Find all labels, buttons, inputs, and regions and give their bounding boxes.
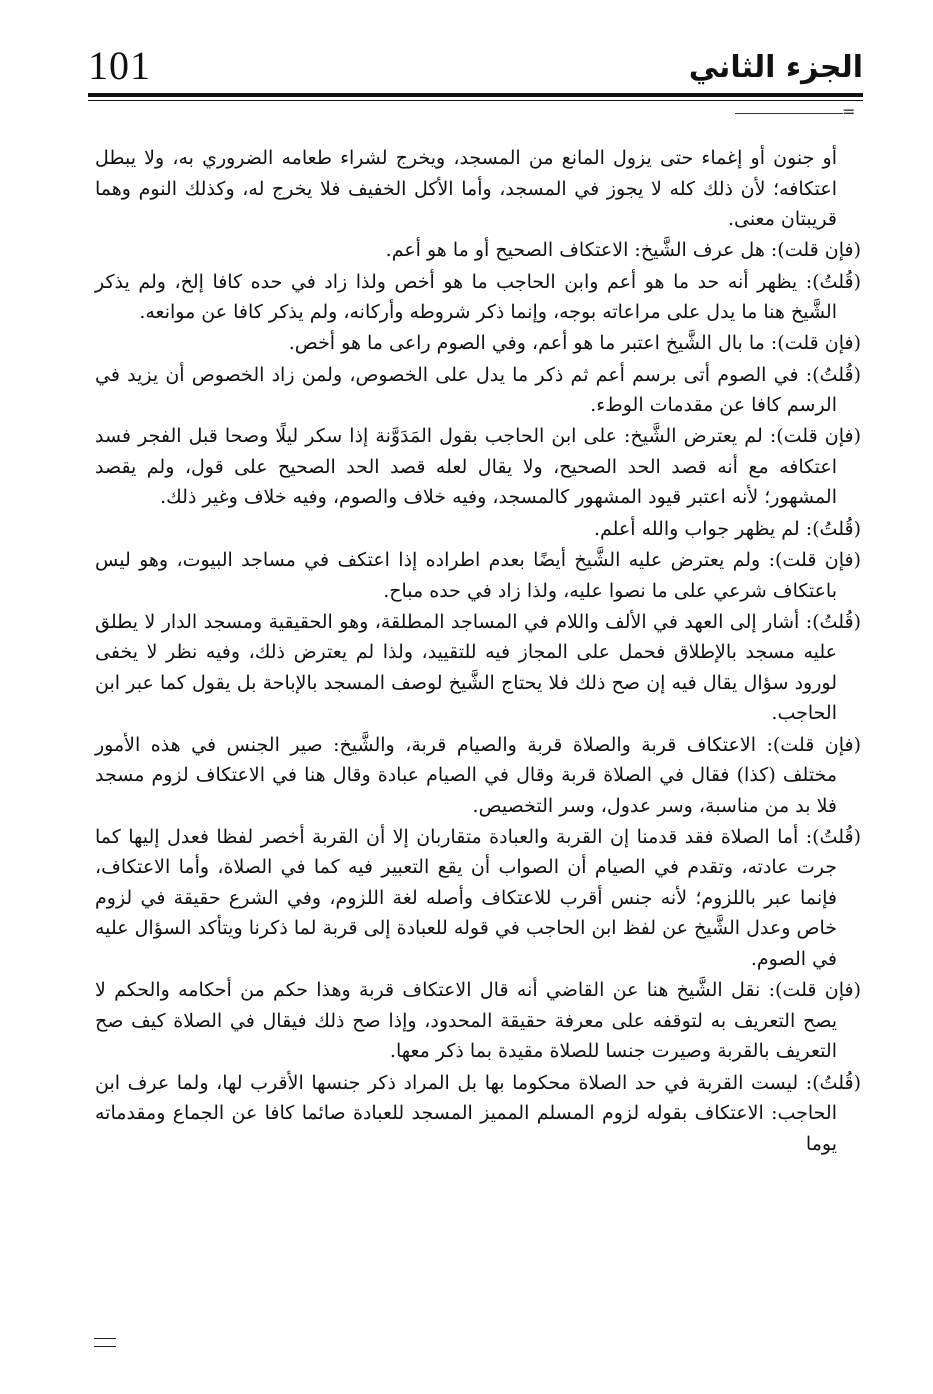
question-paragraph: (فإن قلت): هل عرف الشَّيخ: الاعتكاف الصحيح أو ما هو أعم. (385, 239, 861, 262)
question-paragraph: (فإن قلت): الاعتكاف قربة والصلاة قربة والصيام قربة، والشَّيخ: صير الجنس في هذه الأمور مختلف (كذا) فقال في الصلاة قربة وقال في الصيام عبادة وقال هنا في الاعتكاف لزوم مسجد فلا بد من مناسبة، وسر عدول، وسر التخصيص. (95, 733, 861, 817)
question-paragraph: (فإن قلت): نقل الشَّيخ هنا عن القاضي أنه قال الاعتكاف قربة وهذا حكم من أحكامه والحكم لا يصح التعريف به لتوقفه على معرفة حقيقة المحدود، وإذا صح ذلك فيقال في الصلاة كيف صح التعريف بالقربة وصيرت جنسا للصلاة مقيدة بما ذكر معها. (95, 979, 861, 1063)
footer-continuation-mark (94, 1338, 116, 1347)
page-body (95, 143, 861, 1160)
question-paragraph: (فإن قلت): لم يعترض الشَّيخ: على ابن الحاجب بقول المَدَوَّنة إذا سكر ليلًا وصحا قبل الفجر فسد اعتكافه مع أنه قصد الحد الصحيح، ولا يقال لعله قصد الحد الصحيح على قول، ولم يقصد المشهور؛ لأنه اعتبر قيود المشهور كالمسجد، وفيه خلاف والصوم، وفيه خلاف وغير ذلك. (95, 425, 861, 509)
answer-paragraph: (قُلتُ): يظهر أنه حد ما هو أعم وابن الحاجب ما هو أخص ولذا زاد في حده كافا إلخ، ولم يذكر الشَّيخ هنا ما يدل على مراعاته بوجه، وإنما ذكر شروطه وأركانه، ولم يذكر كافا عن موانعه. (95, 270, 861, 324)
answer-paragraph: (قُلتُ): في الصوم أتى برسم أعم ثم ذكر ما يدل على الخصوص، ولمن زاد الخصوص أن يزيد في الرسم كافا عن مقدمات الوطء. (95, 363, 861, 417)
page-header (88, 42, 863, 92)
answer-paragraph: (قُلتُ): أما الصلاة فقد قدمنا إن القربة والعبادة متقاربان إلا أن القربة أخصر لفظا فعدل إليها كما جرت عادته، وتقدم في الصيام أن الصواب أن يقع التعبير فيه كما في الصلاة، وأما الاعتكاف، فإنما عبر باللزوم؛ لأنه جنس أقرب للاعتكاف وأصله لغة اللزوم، وفي الشرع حقيقة في لزوم خاص وعدل الشَّيخ عن لفظ ابن الحاجب في قوله للعبادة إلى قربة لما ذكرنا ويتأكد السؤال عليه في الصوم. (95, 825, 861, 970)
answer-paragraph: (قُلتُ): ليست القربة في حد الصلاة محكوما بها بل المراد ذكر جنسها الأقرب لها، ولما عرف ابن الحاجب: الاعتكاف بقوله لزوم المسلم المميز المسجد للعبادة صائما كافا عن الجماع ومقدماته يوما (95, 1071, 861, 1155)
answer-paragraph: (قُلتُ): لم يظهر جواب والله أعلم. (593, 517, 861, 540)
part-title: الجزء الثاني (688, 50, 863, 85)
header-rule-thin (88, 100, 863, 101)
header-rule-thick (88, 93, 863, 97)
question-paragraph: (فإن قلت): ولم يعترض عليه الشَّيخ أيضًا بعدم اطراده إذا اعتكف في مساجد البيوت، وهو ليس باعتكاف شرعي على ما نصوا عليه، ولذا زاد في حده مباح. (95, 549, 861, 602)
paragraph-continuation: أو جنون أو إغماء حتى يزول المانع من المسجد، ويخرج لشراء طعامه الضروري به، ولا يبطل اعتكافه؛ لأن ذلك كله لا يجوز في المسجد، وأما الأكل الخفيف فلا يخرج له، وكذلك النوم وهما قريبتان معنى. (95, 147, 837, 230)
page-number: 101 (88, 43, 151, 88)
continuation-rule (735, 113, 843, 114)
question-paragraph: (فإن قلت): ما بال الشَّيخ اعتبر ما هو أعم، وفي الصوم راعى ما هو أخص. (288, 332, 861, 355)
answer-paragraph: (قُلتُ): أشار إلى العهد في الألف واللام في المساجد المطلقة، وهو الحقيقية ومسجد الدار لا يطلق عليه مسجد بالإطلاق فحمل على المجاز فيه للتقييد، ولذا لم يعترض ذلك، وفيه نظر لا يخفى لورود سؤال يقال فيه إن صح ذلك فلا يحتاج الشَّيخ لوصف المسجد بالإباحة بل يقول كما عبر ابن الحاجب. (95, 610, 861, 725)
continuation-mark: = (842, 102, 856, 121)
